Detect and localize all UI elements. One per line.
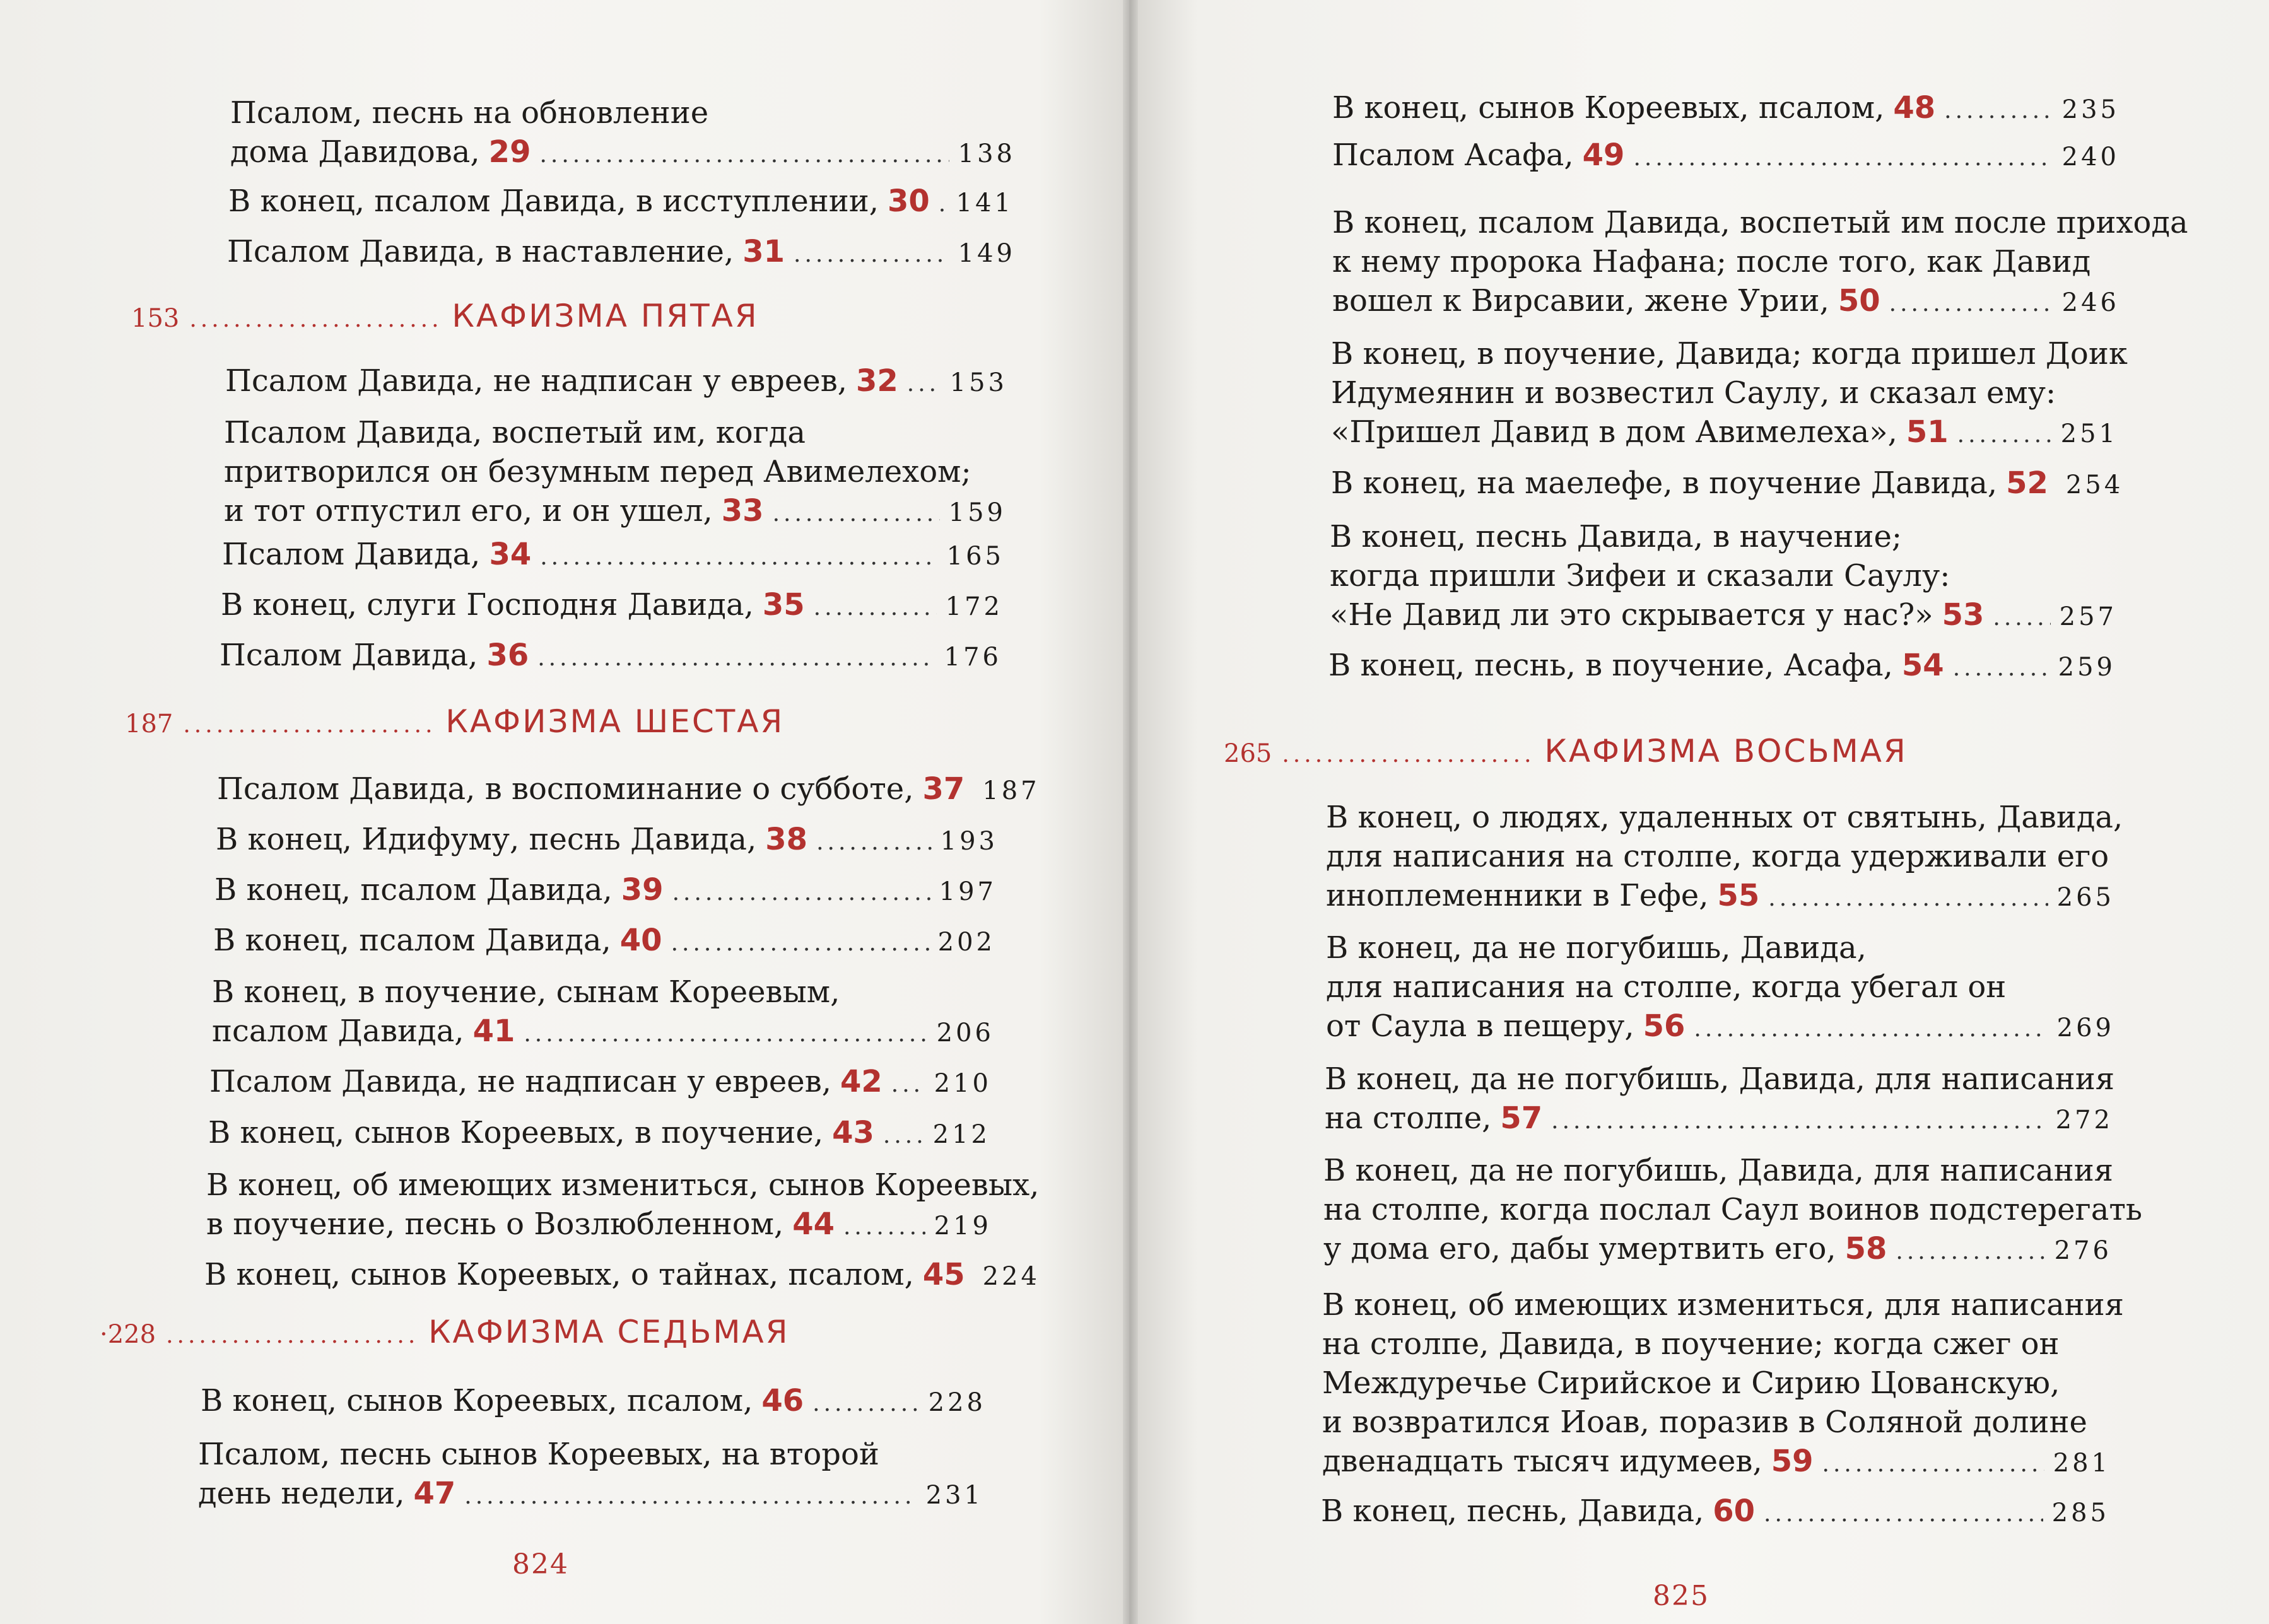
psalm-number: 41 <box>472 1014 515 1049</box>
entry-line: для написания на столпе, когда убегал он <box>1326 969 2007 1005</box>
toc-entry <box>208 1113 990 1155</box>
entry-line: В конец, да не погубишь, Давида, для написания <box>1323 1153 2114 1188</box>
entry-text: Псалом Давида, не надписан у евреев, <box>209 1064 831 1099</box>
psalm-number: 52 <box>2006 465 2048 501</box>
toc-entry <box>1331 334 2128 455</box>
psalm-number: 31 <box>742 234 785 269</box>
leader-dots <box>1282 742 1534 768</box>
entry-line: В конец, да не погубишь, Давида, для написания <box>1325 1061 2115 1097</box>
psalm-number: 53 <box>1942 597 1985 633</box>
entry-text: в поучение, песнь о Возлюбленном, <box>206 1206 784 1242</box>
psalm-number: 33 <box>721 493 764 529</box>
entry-text: Псалом Давида, не надписан у евреев, <box>225 363 847 399</box>
page-ref: 265 <box>2056 883 2114 912</box>
toc-entry <box>204 1255 1041 1297</box>
page-ref: 269 <box>2056 1014 2114 1043</box>
toc-entry <box>214 870 997 913</box>
page-ref: 219 <box>934 1212 992 1241</box>
page-ref: 197 <box>939 877 997 906</box>
psalm-number: 45 <box>922 1257 965 1292</box>
page-ref: 159 <box>948 498 1006 527</box>
toc-entry <box>1328 646 2116 688</box>
toc-entry <box>1323 1151 2143 1271</box>
toc-entry <box>1332 203 2188 324</box>
psalm-number: 50 <box>1838 283 1880 318</box>
entry-line: В конец, об имеющих измениться, для написания <box>1322 1287 2124 1323</box>
toc-entry <box>1325 1060 2113 1141</box>
page-ref: 240 <box>2061 143 2119 172</box>
entry-line: и возвратился Иоав, поразив в Соляной долине <box>1322 1405 2087 1440</box>
entry-text: на столпе, <box>1325 1101 1492 1136</box>
kathisma-heading <box>1224 733 1908 769</box>
entry-text: Псалом Давида, в наставление, <box>227 234 734 269</box>
kathisma-title: КАФИЗМА ШЕСТАЯ <box>445 703 785 740</box>
toc-entry <box>217 769 1040 812</box>
entry-line: Псалом, песнь на обновление <box>230 95 709 131</box>
entry-text: В конец, сынов Кореевых, о тайнах, псалом, <box>204 1257 914 1292</box>
page-ref: 224 <box>982 1262 1041 1291</box>
kathisma-heading <box>100 1314 789 1350</box>
page-ref: 202 <box>937 928 995 957</box>
page-ref: 176 <box>944 643 1002 672</box>
entry-text: день недели, <box>198 1476 405 1511</box>
psalm-number: 55 <box>1717 878 1760 913</box>
entry-text: иноплеменники в Гефе, <box>1326 878 1709 913</box>
page-ref: 172 <box>945 592 1003 621</box>
entry-text: В конец, песнь, в поучение, Асафа, <box>1328 648 1893 683</box>
kathisma-page: 153 <box>131 304 180 333</box>
page-number: 824 <box>512 1548 569 1580</box>
toc-entry <box>206 1165 1040 1247</box>
psalm-number: 60 <box>1713 1493 1756 1529</box>
leader-dots <box>939 185 947 224</box>
toc-entry <box>1332 88 2119 131</box>
page-ref: 193 <box>940 827 998 856</box>
page-ref: 257 <box>2059 602 2117 631</box>
toc-entry <box>209 1062 992 1104</box>
psalm-number: 29 <box>488 134 531 170</box>
leader-dots <box>1764 1495 2043 1534</box>
right-page <box>1129 0 2269 1624</box>
entry-text: Псалом Давида, <box>222 537 481 572</box>
entry-text: у дома его, дабы умертвить его, <box>1323 1231 1836 1266</box>
leader-dots <box>812 1384 920 1423</box>
page-ref: 246 <box>2061 288 2119 317</box>
psalm-number: 43 <box>832 1115 874 1150</box>
leader-dots <box>891 1065 925 1104</box>
leader-dots <box>1957 416 2052 455</box>
page-ref: 149 <box>958 239 1016 268</box>
toc-entry <box>230 93 1016 175</box>
leader-dots <box>166 1323 418 1348</box>
psalm-number: 38 <box>765 822 808 857</box>
leader-dots <box>1993 599 2050 638</box>
entry-line: Междуречье Сирийское и Сирию Цованскую, <box>1322 1365 2060 1401</box>
psalm-number: 51 <box>1906 414 1949 450</box>
leader-dots <box>1551 1102 2046 1141</box>
entry-line: к нему пророка Нафана; после того, как Давид <box>1332 244 2091 279</box>
leader-dots <box>843 1208 925 1247</box>
entry-text: «Не Давид ли это скрывается у нас?» <box>1330 597 1933 633</box>
entry-text: вошел к Вирсавии, жене Урии, <box>1332 283 1829 318</box>
psalm-number: 40 <box>619 923 662 958</box>
kathisma-page: ·228 <box>100 1320 156 1349</box>
entry-line: В конец, да не погубишь, Давида, <box>1326 930 1867 966</box>
psalm-number: 32 <box>856 363 898 399</box>
toc-entry <box>1326 928 2114 1049</box>
kathisma-page: 265 <box>1224 739 1272 768</box>
leader-dots <box>464 1477 917 1516</box>
toc-entry <box>227 232 1016 274</box>
entry-text: В конец, сынов Кореевых, псалом, <box>201 1383 753 1418</box>
entry-text: Псалом Давида, <box>220 638 478 673</box>
kathisma-heading <box>125 703 784 740</box>
leader-dots <box>540 538 937 577</box>
toc-entry <box>198 1435 983 1516</box>
page-ref: 153 <box>949 368 1007 397</box>
left-page <box>0 0 1129 1624</box>
toc-entry <box>221 585 1003 628</box>
psalm-number: 34 <box>489 537 532 572</box>
psalm-number: 54 <box>1901 648 1944 683</box>
kathisma-heading <box>131 298 759 334</box>
leader-dots <box>672 873 930 913</box>
toc-entry <box>1331 464 2124 506</box>
leader-dots <box>773 494 940 534</box>
leader-dots <box>537 639 935 678</box>
toc-entry <box>220 636 1002 678</box>
leader-dots <box>183 712 435 738</box>
psalm-number: 47 <box>413 1476 456 1511</box>
toc-entry <box>224 413 1006 534</box>
page-ref: 235 <box>2061 95 2119 124</box>
psalm-number: 57 <box>1500 1101 1543 1136</box>
toc-entry <box>1321 1492 2109 1534</box>
leader-dots <box>1768 879 2048 918</box>
psalm-number: 44 <box>792 1206 835 1242</box>
psalm-number: 48 <box>1893 90 1936 126</box>
toc-entry <box>213 921 995 963</box>
leader-dots <box>816 823 932 862</box>
leader-dots <box>1822 1445 2044 1484</box>
page-ref: 281 <box>2053 1449 2111 1478</box>
toc-entry <box>216 820 998 862</box>
entry-line: В конец, псалом Давида, воспетый им после прихода <box>1332 205 2188 240</box>
toc-entry <box>1332 136 2119 178</box>
page-ref: 210 <box>934 1069 992 1098</box>
leader-dots <box>1953 649 2049 688</box>
entry-text: В конец, Идифуму, песнь Давида, <box>216 822 757 857</box>
psalm-number: 37 <box>922 771 965 807</box>
entry-text: В конец, сынов Кореевых, псалом, <box>1332 90 1885 126</box>
entry-text: и тот отпустил его, и он ушел, <box>224 493 713 529</box>
toc-entry <box>225 361 1007 404</box>
page-ref: 285 <box>2051 1498 2109 1528</box>
entry-text: В конец, псалом Давида, <box>213 923 611 958</box>
page-ref: 259 <box>2058 653 2116 682</box>
leader-dots <box>1889 284 2053 324</box>
leader-dots <box>524 1015 927 1054</box>
page-ref: 251 <box>2060 419 2118 448</box>
entry-line: В конец, о людях, удаленных от святынь, Давида, <box>1326 800 2123 835</box>
entry-line: на столпе, когда послал Саул воинов подстерегать <box>1323 1192 2143 1227</box>
psalm-number: 36 <box>486 638 529 673</box>
entry-text: В конец, на маелефе, в поучение Давида, <box>1331 465 1998 501</box>
leader-dots <box>1633 139 2053 178</box>
page-ref: 212 <box>932 1120 990 1149</box>
page-ref: 231 <box>925 1481 983 1510</box>
entry-text: от Саула в пещеру, <box>1326 1008 1634 1044</box>
toc-entry <box>212 973 994 1054</box>
entry-line: В конец, в поучение, Давида; когда пришел Доик <box>1331 336 2128 371</box>
leader-dots <box>814 588 937 628</box>
page-ref: 141 <box>956 189 1014 218</box>
entry-text: двенадцать тысяч идумеев, <box>1322 1444 1762 1479</box>
toc-entry <box>1330 517 2117 638</box>
entry-text: «Пришел Давид в дом Авимелеха», <box>1331 414 1897 450</box>
psalm-number: 49 <box>1582 137 1625 173</box>
entry-line: Псалом Давида, воспетый им, когда <box>224 415 806 450</box>
entry-line: на столпе, Давида, в поучение; когда сжег он <box>1322 1326 2060 1362</box>
page-ref: 187 <box>982 776 1040 805</box>
kathisma-page: 187 <box>125 710 173 739</box>
leader-dots <box>883 1116 924 1155</box>
page-ref: 206 <box>936 1019 994 1048</box>
entry-line: притворился он безумным перед Авимелехом; <box>224 454 971 489</box>
entry-line: В конец, песнь Давида, в научение; <box>1330 519 1903 554</box>
entry-text: Псалом Давида, в воспоминание о субботе, <box>217 771 914 807</box>
psalm-number: 30 <box>888 184 930 219</box>
leader-dots <box>189 307 442 332</box>
page-ref: 165 <box>946 542 1004 571</box>
page-ref: 228 <box>928 1388 986 1417</box>
psalm-number: 39 <box>621 872 664 908</box>
entry-line: Идумеянин и возвестил Саулу, и сказал ему: <box>1331 375 2056 411</box>
page-ref: 272 <box>2055 1106 2113 1135</box>
toc-entry <box>228 182 1014 224</box>
entry-line: Псалом, песнь сынов Кореевых, на второй <box>198 1437 879 1472</box>
entry-text: В конец, песнь, Давида, <box>1321 1493 1704 1529</box>
entry-text: дома Давидова, <box>230 134 480 170</box>
toc-entry <box>1322 1285 2124 1484</box>
kathisma-title: КАФИЗМА СЕДЬМАЯ <box>428 1314 790 1350</box>
kathisma-title: КАФИЗМА ВОСЬМАЯ <box>1544 733 1908 769</box>
psalm-number: 46 <box>761 1383 804 1418</box>
entry-line: для написания на столпе, когда удерживали его <box>1326 839 2109 874</box>
entry-text: псалом Давида, <box>212 1014 464 1049</box>
page-ref: 138 <box>958 139 1016 168</box>
kathisma-title: КАФИЗМА ПЯТАЯ <box>452 298 759 334</box>
leader-dots <box>907 365 941 404</box>
entry-text: Псалом Асафа, <box>1332 137 1574 173</box>
leader-dots <box>794 235 949 274</box>
entry-line: В конец, в поучение, сынам Кореевым, <box>212 974 840 1010</box>
leader-dots <box>539 136 949 175</box>
entry-text: В конец, слуги Господня Давида, <box>221 587 754 622</box>
leader-dots <box>1896 1232 2045 1271</box>
psalm-number: 58 <box>1844 1231 1887 1266</box>
toc-entry <box>1326 798 2123 918</box>
page-number: 825 <box>1653 1580 1709 1612</box>
leader-dots <box>1694 1010 2048 1049</box>
entry-line: В конец, об имеющих измениться, сынов Кореевых, <box>206 1167 1040 1203</box>
entry-line: когда пришли Зифеи и сказали Саулу: <box>1330 558 1950 593</box>
psalm-number: 56 <box>1643 1008 1686 1044</box>
psalm-number: 42 <box>840 1064 882 1099</box>
page-ref: 254 <box>2065 470 2124 499</box>
entry-text: В конец, сынов Кореевых, в поучение, <box>208 1115 824 1150</box>
page-ref: 276 <box>2054 1236 2112 1265</box>
leader-dots <box>671 924 929 963</box>
psalm-number: 35 <box>762 587 805 622</box>
entry-text: В конец, псалом Давида, <box>214 872 613 908</box>
toc-entry <box>222 535 1004 577</box>
psalm-number: 59 <box>1771 1444 1814 1479</box>
entry-text: В конец, псалом Давида, в исступлении, <box>228 184 879 219</box>
toc-entry <box>201 1381 986 1423</box>
leader-dots <box>1944 91 2053 131</box>
book-gutter <box>1123 0 1138 1624</box>
